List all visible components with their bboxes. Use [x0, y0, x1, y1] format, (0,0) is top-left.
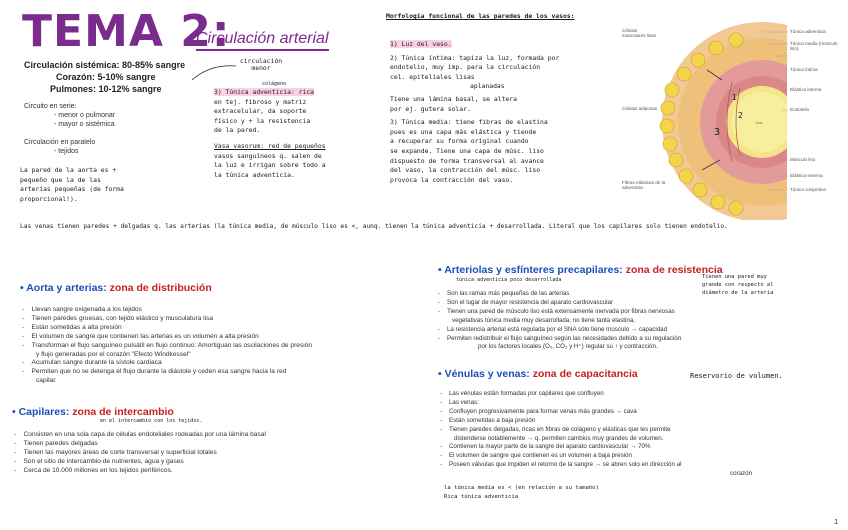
section-venulas-title: • Vénulas y venas: zona de capacitancia — [438, 368, 638, 380]
adventicia-block — [214, 88, 326, 180]
diagram-number: 1 — [732, 93, 737, 102]
adventicia-line — [214, 88, 326, 98]
note-line: diámetro de la arteria — [702, 290, 774, 296]
circuito-paralelo-item: - tejidos — [54, 148, 79, 155]
vasa-line: Vasa vasorum: red de pequeños — [214, 141, 326, 150]
list-item: - Son el sitio de intercambio de nutrientes, agua y gases — [14, 457, 184, 465]
note-line: pequeño que la de las — [20, 175, 101, 184]
list-item: - Las vénulas están formadas por capilares que confluyen — [440, 390, 604, 397]
section-capilares-zone: zona de intercambio — [72, 406, 174, 418]
morfologia-title: Morfología funcional de las paredes de los vasos: — [386, 12, 575, 20]
intima-line: cel. epiteliales lisas — [390, 72, 475, 81]
page-number: 1 — [834, 519, 838, 526]
list-item: distenderse notablemente → q. permiten cambios muy grandes de volumen. — [454, 434, 664, 442]
diagram-number: 3 — [714, 127, 721, 138]
list-item: - Permiten redistribuir el flujo sanguíneo según las necesidades debido a su regulación — [438, 334, 682, 342]
adventicia-line: extracelular, da soporte — [214, 107, 307, 116]
note-line: la túnica media es < (en relación a su tamaño) — [444, 485, 599, 491]
circuito-paralelo-heading: Circulación en paralelo — [24, 139, 96, 146]
list-item: - Cerca de 10.000 millones en los tejidos periféricos. — [14, 466, 173, 474]
list-item: - Tienen paredes delgadas, ricas en fibras de colágeno y elásticas que les permite — [440, 425, 671, 433]
vasa-line: la luz e irrigan sobre todo a — [214, 161, 326, 170]
adventicia-heading: 3) Túnica adventicia: rica — [214, 88, 315, 96]
page-subtitle: Circulación arterial — [196, 30, 329, 51]
media-line: del vaso, la contracción del músc. liso — [390, 166, 541, 175]
section-aorta-zone: zona de distribución — [109, 282, 212, 294]
list-item: vegetativas túnica media muy desarrollada, no tiene tanta elastina, — [452, 316, 635, 324]
intima-line: endotelio, muy imp. para la circulación — [390, 63, 541, 72]
capilares-list — [14, 431, 266, 476]
list-item: - Llevan sangre oxigenada a los tejidos — [22, 306, 142, 313]
diagram-label-right: Túnica íntima — [790, 67, 818, 72]
annotation-circulacion-menor: circulación menor — [239, 57, 283, 72]
list-item: - Permiten que no se detenga el flujo durante la diástole y ceden esa sangre hacia la red — [22, 368, 287, 376]
section-aorta-label: Aorta y arterias: — [26, 282, 110, 294]
page-title: TEMA 2: — [22, 6, 231, 57]
list-item: - Poseen válvulas que impiden el retorno de la sangre → se abren solo en dirección al — [440, 461, 682, 469]
media-line: a recuperar su forma original cuando — [390, 137, 529, 146]
diagram-label-right: Endotelio — [790, 107, 810, 112]
section-arteriolas-label: Arteriolas y esfínteres precapilares: — [444, 264, 626, 276]
stat-sistemica: Circulación sistémica: 80-85% sangre — [24, 60, 186, 70]
annotation-intercambio: en el intercambio con los tejidos. — [100, 418, 203, 424]
diagram-label-right: Túnica conjuntiva — [790, 187, 826, 192]
diagram-label-left: Células musculares lisas — [622, 28, 656, 38]
list-item: - El volumen de sangre que contienen es un volumen a baja presión — [440, 452, 632, 460]
list-item: - El volumen de sangre que contienen las arterias es un volumen a alta presión — [22, 332, 259, 340]
adventicia-line: de la pared. — [214, 126, 261, 135]
list-item: - Confluyen progresivamente para formar venas más grandes → cava — [440, 407, 637, 415]
list-item: - Son el lugar de mayor resistencia del aparato cardiovascular — [438, 298, 614, 306]
list-item: - Tienen paredes delgadas — [14, 439, 98, 447]
list-item: - Las venas: — [440, 398, 479, 406]
diagram-label-right: Elástica interna — [790, 87, 822, 92]
list-item: - Transforman el flujo sanguíneo pulsátil en flujo continuo: Amortiguan las oscilaciones de presión — [22, 341, 313, 349]
list-item: - Están sometidas a alta presión — [22, 323, 122, 331]
list-item: - Tienen una pared de músculo liso está extensamente inervada por fibras nerviosas — [438, 307, 675, 315]
intima-line: 2) Túnica íntima: tapiza la luz, formada por — [390, 53, 560, 62]
aorta-list — [22, 306, 312, 386]
media-line: dispuesto de forma transversal al avance — [390, 156, 544, 165]
list-item: - Acumulan sangre durante la sístole cardiaca — [22, 359, 162, 367]
intima-line: Tiene una lámina basal, se altera — [390, 94, 517, 103]
luz-line: 1) Luz del vaso. — [390, 40, 452, 48]
list-item: capilar. — [36, 377, 57, 385]
section-venulas-label: Vénulas y venas: — [444, 368, 533, 380]
section-capilares-label: Capilares: — [18, 406, 73, 418]
note-line: La pared de la aorta es + — [20, 166, 117, 174]
arteriolas-list — [438, 290, 681, 352]
circuito-serie — [24, 102, 115, 129]
morfologia-block — [390, 40, 559, 185]
list-item: - Son las ramas más pequeñas de las arterias — [438, 290, 570, 297]
morfologia-heading — [386, 12, 575, 22]
venulas-list — [440, 390, 752, 479]
section-capilares-title: • Capilares: zona de intercambio — [12, 406, 174, 418]
media-line: se expande. Tiene una capa de músc. liso — [390, 146, 544, 155]
arrow-annotation — [190, 60, 240, 82]
adventicia-line: físico y + la resistencia — [214, 116, 311, 125]
diagram-label-right: Túnica adventicia — [790, 29, 826, 34]
list-item: corazón — [730, 470, 753, 478]
diagram-label-right: Músculo liso — [790, 157, 816, 162]
section-venulas-zone: zona de capacitancia — [532, 368, 638, 380]
media-line: 3) Túnica media: tiene fibras de elastina — [390, 118, 548, 127]
note-line: Rica túnica adventicia — [444, 494, 519, 500]
vasa-line: la túnica adventicia. — [214, 170, 295, 179]
section-arteriolas-title: • Arteriolas y esfínteres precapilares: zona de resistencia — [438, 264, 723, 276]
annotation-adventicia: túnica adventicia poco desarrollada — [456, 277, 562, 283]
list-item: - Están sometidas a baja presión — [440, 416, 536, 424]
note-line: Tienen una pared muy — [702, 274, 767, 280]
section-aorta-title: • Aorta y arterias: zona de distribución — [20, 282, 212, 294]
media-line: pues es una capa más elástica y tiende — [390, 127, 537, 136]
annotation-colageno: colágeno — [262, 81, 287, 87]
note-line: arterias pequeñas (de forma — [20, 185, 124, 194]
note-venas-media — [444, 484, 599, 502]
note-line: proporcional!). — [20, 194, 78, 203]
section-arteriolas-zone: zona de resistencia — [625, 264, 723, 276]
note-venas-arterias: Las venas tienen paredes + delgadas q. las arterias (la túnica media, de músculo liso es <, aunq. tienen la túnica adventicia + desarrollada. Literal que los capilares solo tienen endotelio. — [20, 223, 728, 230]
lumen-label: Luz — [756, 120, 763, 125]
list-item: - Contienen la mayor parte de la sangre del aparato cardiovascular → 70% — [440, 443, 651, 451]
circuito-serie-heading: Circuito en serie: — [24, 103, 77, 110]
circuito-paralelo — [24, 138, 95, 156]
list-item: - Consisten en una sola capa de células endoteliales rodeadas por una lámina basal — [14, 431, 266, 438]
circuito-serie-item: - mayor o sistémica — [54, 121, 115, 128]
vasa-line: vasos sanguíneos q. salen de — [214, 151, 322, 160]
vessel-wall-diagram — [612, 10, 844, 220]
stat-corazon: Corazón: 5-10% sangre — [56, 72, 156, 82]
list-item: - Tienen las mayores áreas de corte transversal y superficial totales — [14, 448, 217, 456]
adventicia-line: en tej. fibroso y matriz — [214, 97, 307, 106]
note-aorta-pared — [20, 166, 124, 204]
diagram-number: 2 — [738, 111, 743, 120]
circuito-serie-item: - menor o pulmonar — [54, 112, 116, 119]
annotation-reservorio: Reservorio de volumen. — [690, 372, 783, 380]
list-item: por los factores locales (O₂, CO₂ y H⁺) regular su ↑ y contracción. — [478, 343, 658, 351]
diagram-label-right: Túnica media (músculo liso) — [790, 41, 838, 51]
list-item: y flujo generadas por el corazón "Efecto Windkessel" — [36, 350, 191, 358]
stat-pulmones: Pulmones: 10-12% sangre — [50, 84, 162, 94]
note-pared-arteriola — [702, 273, 773, 297]
media-line: provoca la contracción del vaso. — [390, 175, 514, 184]
diagram-label-left: Fibras elásticas de la adventicia — [622, 180, 666, 190]
list-item: - Tienen paredes gruesas, con tejido elástico y musculatura lisa — [22, 314, 214, 322]
diagram-label-right: Elástica externa — [790, 173, 823, 178]
list-item: - La resistencia arterial está regulada por el SNA sólo tiene músculo → capacidad — [438, 325, 668, 333]
intima-line: aplanadas — [470, 82, 505, 91]
intima-line: por ej. gutera solar. — [390, 104, 471, 113]
diagram-label-left: Células adiposas — [622, 106, 657, 111]
morfologia-l1 — [390, 40, 559, 50]
note-line: grande con respecto al — [702, 282, 774, 288]
